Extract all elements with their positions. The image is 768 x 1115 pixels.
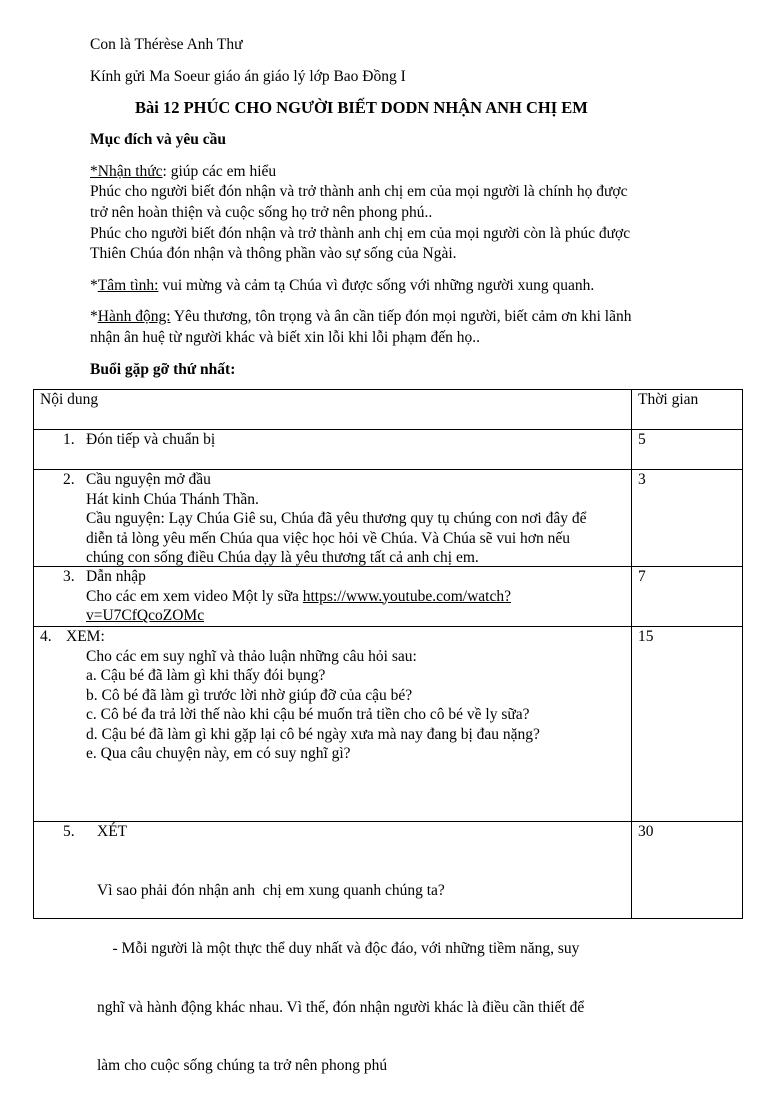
- row-content: Dẫn nhập Cho các em xem video Một ly sữa https://www.youtube.com/watch? v=U7CfQcoZOMc: [86, 568, 511, 624]
- row-content: Cho các em suy nghĩ và thảo luận những câu hỏi sau: a. Cậu bé đã làm gì khi thấy đói bụng? b. Cô bé đã làm gì trước lời nhờ giúp đỡ của cậu bé? c. Cô bé đa trả lời thế nào khi cậu bé muốn trả tiền cho cô bé về ly sữa? d. Cậu bé đã làm gì khi gặp lại cô bé ngày xưa mà nay đang bị đau nặng? e. Qua câu chuyện này, em có suy nghĩ gì?: [86, 647, 540, 762]
- row-time: 7: [638, 568, 646, 585]
- table-row: [34, 430, 743, 470]
- table-row: [34, 627, 743, 822]
- row-number: 2.: [63, 471, 75, 488]
- greeting-line: Kính gửi Ma Soeur giáo án giáo lý lớp Bao Đồng I: [90, 68, 406, 85]
- awareness-intro-text: : giúp các em hiểu: [162, 163, 277, 180]
- section-heading: Mục đích và yêu cầu: [90, 131, 227, 148]
- action-text: Yêu thương, tôn trọng và ân cần tiếp đón mọi người, biết cảm ơn khi lãnh: [170, 308, 632, 325]
- feeling-text: vui mừng và cảm tạ Chúa vì được sống với những người xung quanh.: [158, 277, 595, 294]
- row-heading: XEM:: [66, 628, 105, 645]
- lesson-plan-table: [33, 389, 743, 1074]
- awareness-line: Phúc cho người biết đón nhận và trở thành anh chị em của mọi người còn là phúc được: [90, 225, 631, 242]
- action-line-2: nhận ân huệ từ người khác và biết xin lỗi khi lỗi phạm đến họ..: [90, 329, 481, 346]
- table-header-row: [34, 390, 743, 430]
- header-time-cell: [632, 390, 743, 430]
- row-time: 30: [638, 823, 654, 840]
- action-star: *: [90, 308, 98, 325]
- video-link[interactable]: https://www.youtube.com/watch?: [302, 587, 511, 605]
- feeling-label: Tâm tình:: [97, 277, 159, 294]
- row-number: 1.: [63, 431, 75, 448]
- row-time: 3: [638, 471, 646, 488]
- row-time: 5: [638, 431, 646, 448]
- row-heading: XÉT: [97, 823, 128, 840]
- feeling-line: [90, 276, 594, 296]
- row-content: Vì sao phải đón nhận anh chị em xung quanh chúng ta? - Mỗi người là một thực thể duy nhất và độc đáo, với những tiềm năng, suy nghĩ và hành động khác nhau. Vì thế, đón nhận người khác là điều cần thiết để làm cho cuộc sống chúng ta trở nên phong phú: [97, 881, 585, 1074]
- awareness-label: *Nhận thức: [90, 163, 163, 180]
- lesson-title: Bài 12 PHÚC CHO NGƯỜI BIẾT DODN NHẬN ANH CHỊ EM: [135, 98, 588, 117]
- header-content-cell: [34, 390, 632, 430]
- video-link-continued[interactable]: v=U7CfQcoZOMc: [86, 607, 205, 624]
- row-number: 5.: [63, 823, 75, 840]
- row-content: Đón tiếp và chuẩn bị: [86, 431, 216, 448]
- awareness-line: trở nên hoàn thiện và cuộc sống họ trở nên phong phú..: [90, 204, 433, 221]
- action-label: Hành động:: [97, 308, 171, 325]
- table-row: [34, 470, 743, 567]
- row-time: 15: [638, 628, 654, 645]
- action-line: [90, 307, 631, 327]
- author-line: Con là Thérèse Anh Thư: [90, 36, 243, 53]
- awareness-line: Thiên Chúa đón nhận và thông phần vào sự sống của Ngài.: [90, 245, 457, 262]
- header-content: Nội dung: [40, 391, 99, 408]
- awareness-line: Phúc cho người biết đón nhận và trở thành anh chị em của mọi người là chính họ được: [90, 183, 628, 200]
- row-number: 4.: [40, 628, 52, 645]
- row-number: 3.: [63, 568, 75, 585]
- header-time: Thời gian: [638, 391, 699, 408]
- awareness-intro: [90, 162, 276, 182]
- feeling-star: *: [90, 277, 98, 294]
- meeting-heading: Buổi gặp gỡ thứ nhất:: [90, 361, 236, 378]
- table-row: [34, 567, 743, 627]
- table-row: [34, 822, 743, 919]
- row-content: Cầu nguyện mở đầu Hát kinh Chúa Thánh Thần. Cầu nguyện: Lạy Chúa Giê su, Chúa đã yêu thương quy tụ chúng con nơi đây để diễn tả lòng yêu mến Chúa qua việc học hỏi về Chúa. Và Chúa sẽ vui hơn nếu chúng con sống điều Chúa dạy là yêu thương tất cả anh chị em.: [86, 471, 587, 566]
